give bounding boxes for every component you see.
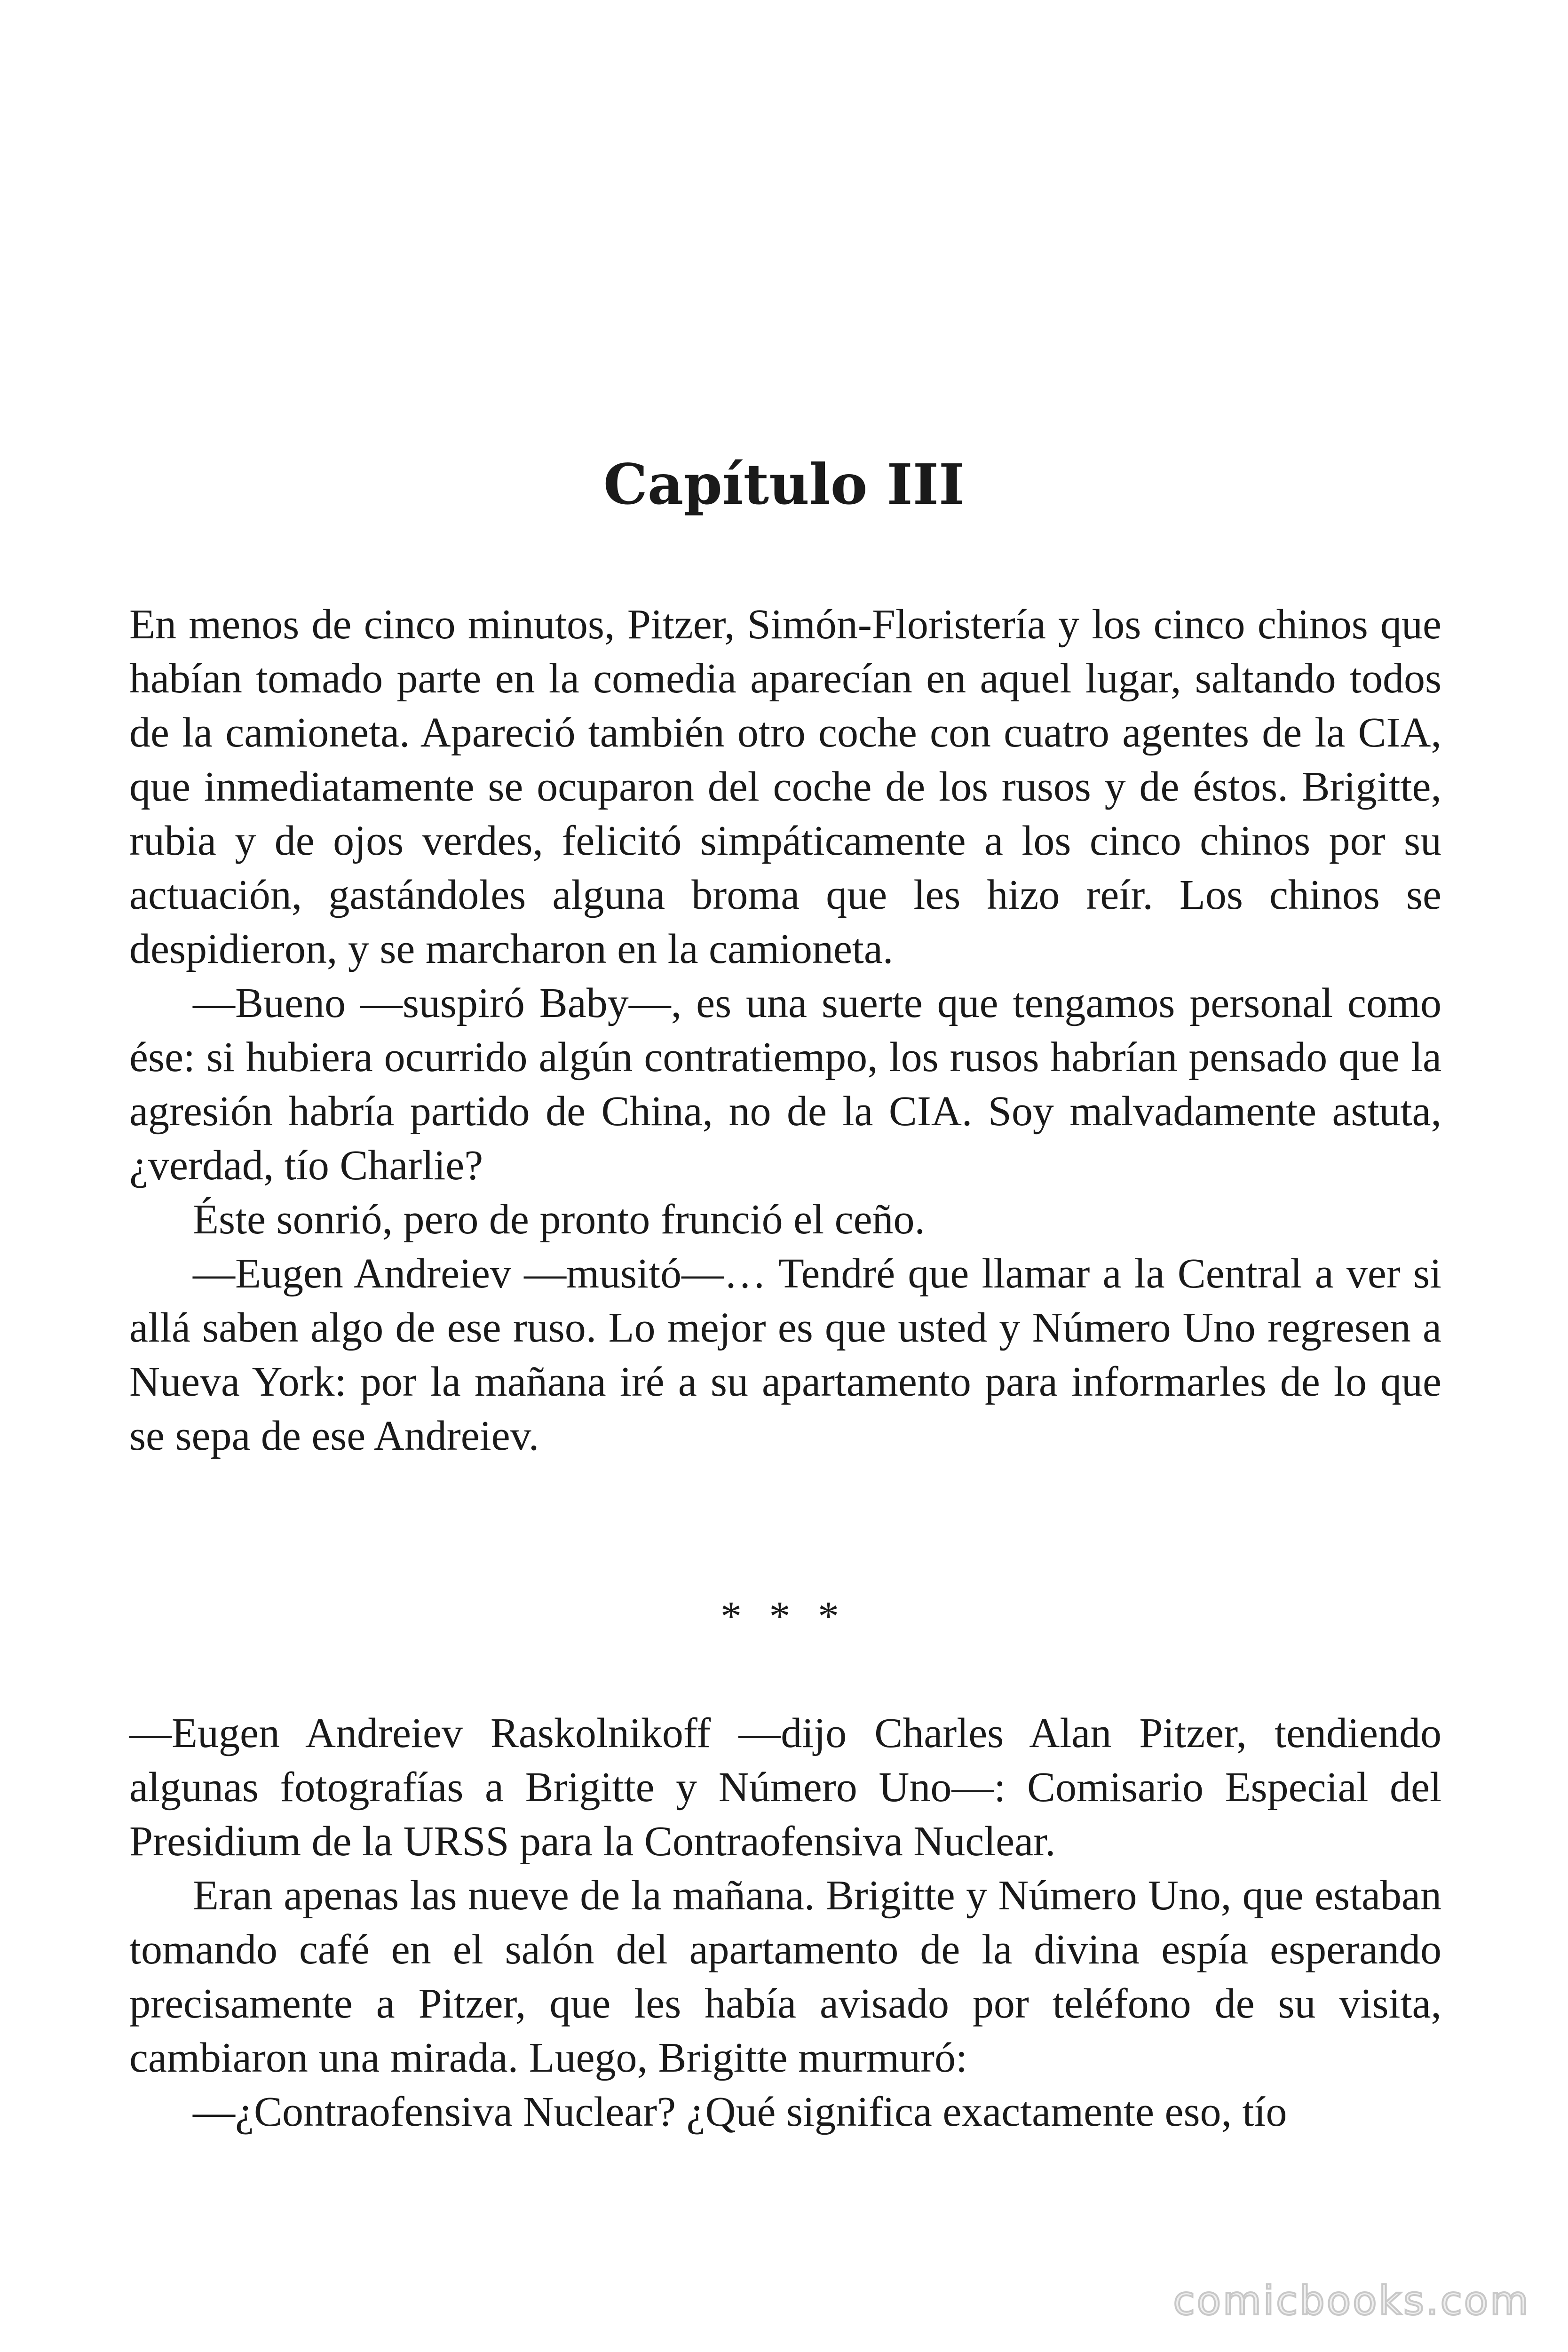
- paragraph: Eran apenas las nueve de la mañana. Brigitte y Número Uno, que estaban tomando café en el salón del apartamento de la divina espía esperando precisamente a Pitzer, que les había avisado por teléfono de su visita, cambiaron una mirada. Luego, Brigitte murmuró:: [129, 1872, 1441, 2081]
- paragraph: —Eugen Andreiev Raskolnikoff —dijo Charles Alan Pitzer, tendiendo algunas fotografías a Brigitte y Número Uno—: Comisario Especial del Presidium de la URSS para la Contraofensiva Nuclear.: [129, 1710, 1441, 1865]
- paragraph: Éste sonrió, pero de pronto frunció el ceño.: [193, 1196, 926, 1243]
- section-two-text: [129, 1706, 1441, 2139]
- chapter-title: Capítulo III: [603, 452, 965, 517]
- section-separator: * * *: [721, 1593, 847, 1640]
- section-one-text: [129, 597, 1441, 1463]
- paragraph: —¿Contraofensiva Nuclear? ¿Qué significa exactamente eso, tío: [193, 2089, 1287, 2135]
- paragraph: En menos de cinco minutos, Pitzer, Simón-Floristería y los cinco chinos que habían tomado parte en la comedia aparecían en aquel lugar, saltando todos de la camioneta. Apareció también otro coche con cuatro agentes de la CIA, que inmediatamente se ocuparon del coche de los rusos y de éstos. Brigitte, rubia y de ojos verdes, felicitó simpáticamente a los cinco chinos por su actuación, gastándoles alguna broma que les hizo reír. Los chinos se despidieron, y se marcharon en la camioneta.: [129, 601, 1441, 972]
- watermark-logo: comicbooks.com: [1173, 2278, 1530, 2324]
- paragraph: —Bueno —suspiró Baby—, es una suerte que tengamos personal como ése: si hubiera ocurrido algún contratiempo, los rusos habrían pensado que la agresión habría partido de China, no de la CIA. Soy malvadamente astuta, ¿verdad, tío Charlie?: [129, 980, 1441, 1189]
- paragraph: —Eugen Andreiev —musitó—… Tendré que llamar a la Central a ver si allá saben algo de ese ruso. Lo mejor es que usted y Número Uno regresen a Nueva York: por la mañana iré a su apartamento para informarles de lo que se sepa de ese Andreiev.: [129, 1250, 1441, 1459]
